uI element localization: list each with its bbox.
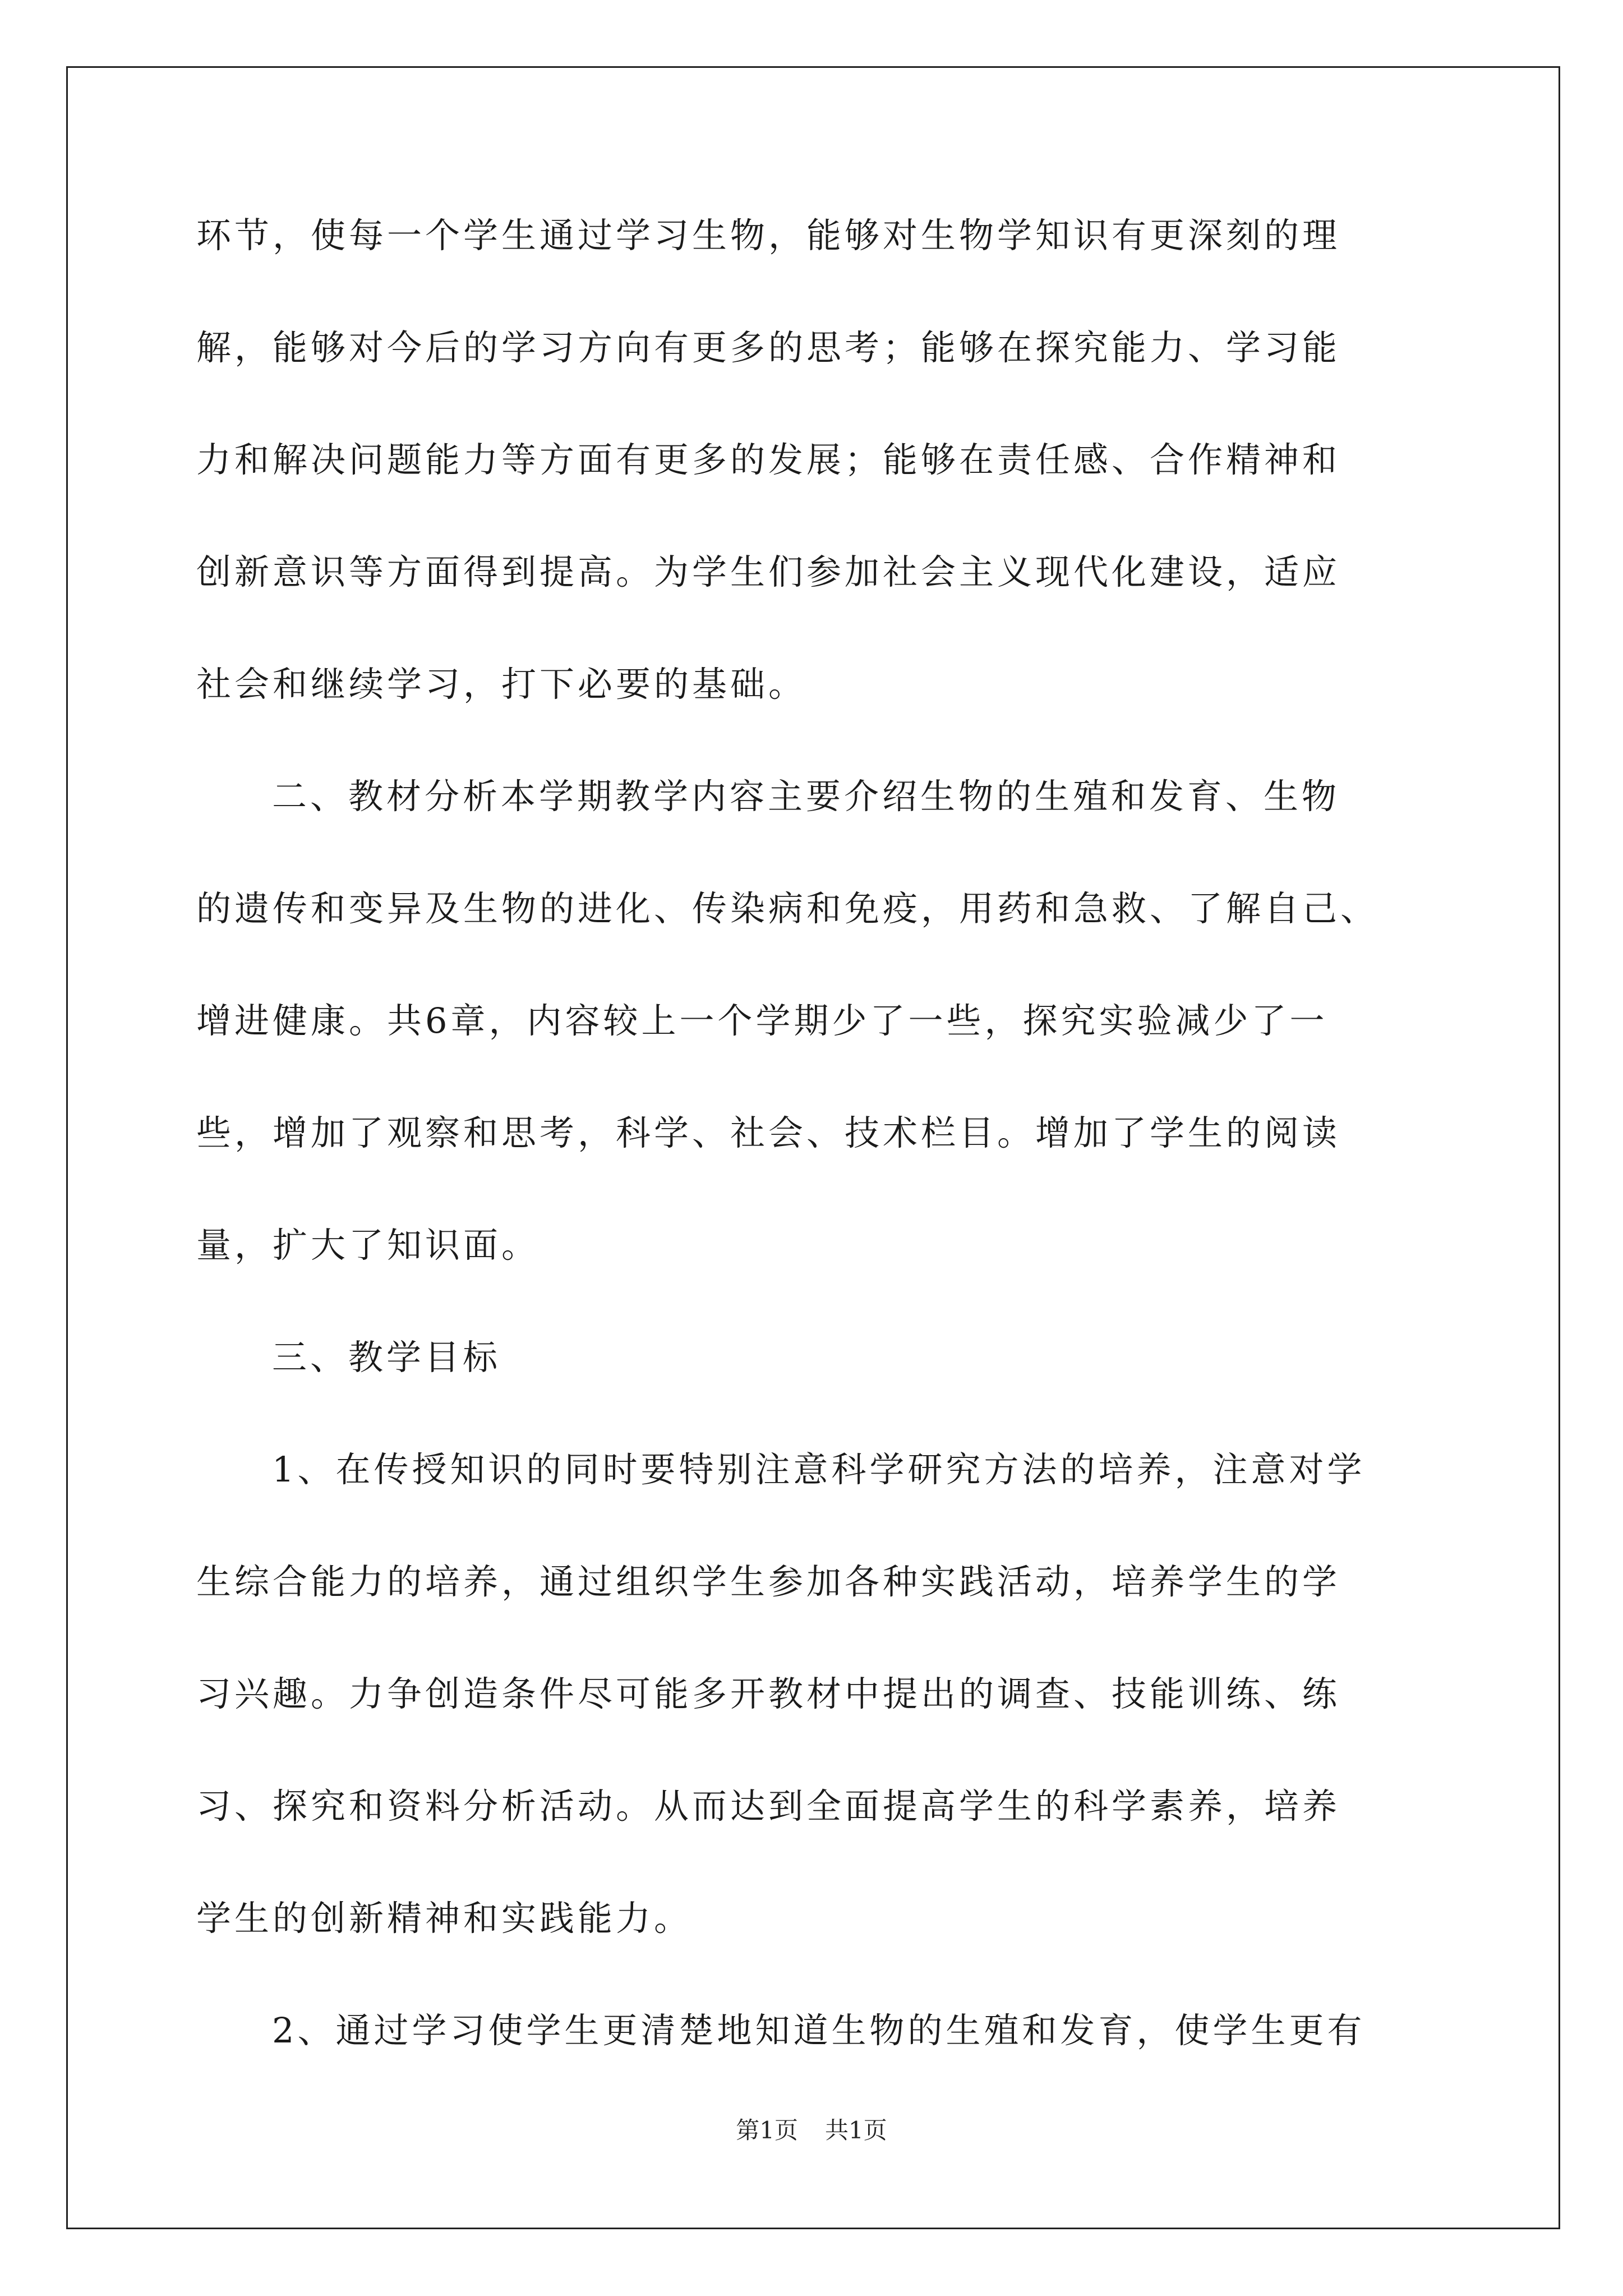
section-heading: 三、教学目标	[272, 1337, 501, 1378]
page-footer	[0, 2112, 1623, 2146]
text-line: 解，能够对今后的学习方向有更多的思考；能够在探究能力、学习能	[196, 327, 1341, 368]
page-number: 第1页	[736, 2116, 798, 2144]
text-line: 增进健康。共6章，内容较上一个学期少了一些，探究实验减少了一	[196, 1000, 1328, 1041]
text-line: 社会和继续学习，打下必要的基础。	[196, 664, 807, 705]
page-total: 共1页	[825, 2116, 887, 2144]
text-line: 创新意识等方面得到提高。为学生们参加社会主义现代化建设，适应	[196, 551, 1341, 592]
text-line: 生综合能力的培养，通过组织学生参加各种实践活动，培养学生的学	[196, 1561, 1341, 1602]
paragraph-start-line: 1、在传授知识的同时要特别注意科学研究方法的培养，注意对学	[272, 1449, 1366, 1490]
text-line: 学生的创新精神和实践能力。	[196, 1898, 693, 1939]
document-body	[196, 213, 1458, 2120]
text-line: 力和解决问题能力等方面有更多的发展；能够在责任感、合作精神和	[196, 439, 1341, 480]
text-line: 的遗传和变异及生物的进化、传染病和免疫，用药和急救、了解自己、	[196, 888, 1379, 929]
paragraph-start-line: 2、通过学习使学生更清楚地知道生物的生殖和发育，使学生更有	[272, 2010, 1366, 2051]
text-line: 习、探究和资料分析活动。从而达到全面提高学生的科学素养，培养	[196, 1786, 1341, 1826]
paragraph-start-line: 二、教材分析本学期教学内容主要介绍生物的生殖和发育、生物	[272, 776, 1340, 817]
text-line: 习兴趣。力争创造条件尽可能多开教材中提出的调查、技能训练、练	[196, 1673, 1341, 1714]
text-line: 量，扩大了知识面。	[196, 1225, 540, 1266]
text-line: 环节，使每一个学生通过学习生物，能够对生物学知识有更深刻的理	[196, 215, 1341, 256]
text-line: 些，增加了观察和思考，科学、社会、技术栏目。增加了学生的阅读	[196, 1112, 1341, 1153]
